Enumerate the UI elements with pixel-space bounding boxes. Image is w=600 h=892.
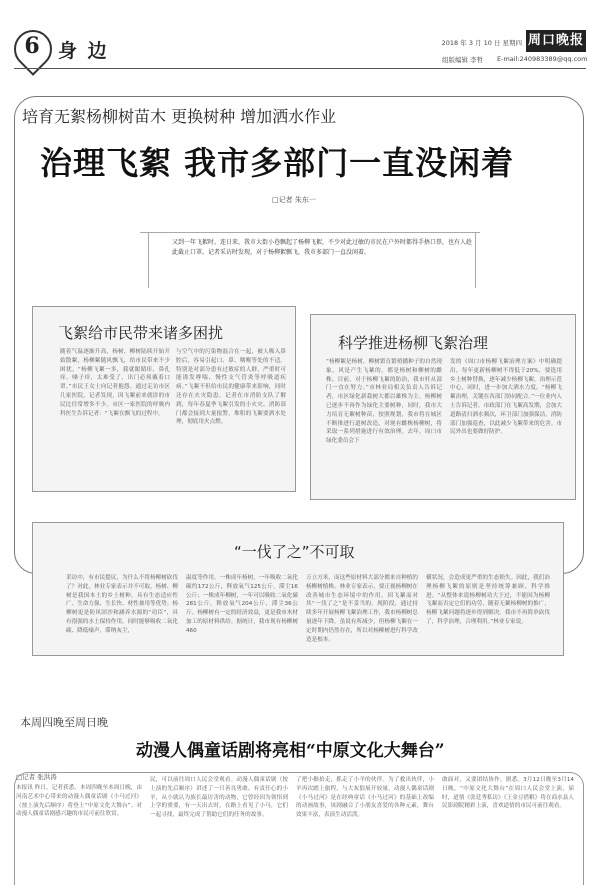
article2-col3: 了把小猴拾走，抓走了小羊的伙伴。为了救出伙伴，小羊再次踏上旅程，与大灰狼展开较量。动漫人偶童话剧《小马过河》是在经典童话《小马过河》的基础上改编的动画故事，该剧融合了小朋友喜爱的各种元素，舞台效果丰富，表演生动活泼。: [296, 777, 434, 819]
lead-headline: 治理飞絮 我市多部门一直没闲着: [40, 144, 515, 182]
page-number: 6: [24, 33, 40, 59]
layout-editor: 组版编辑 李哲: [442, 56, 484, 64]
article2-headline: 动漫人偶童话剧将亮相“中原文化大舞台”: [136, 741, 445, 761]
panel-governance-title: 科学推进杨柳飞絮治理: [338, 334, 489, 352]
panel-felling-col2: 温度等作用。一株成年杨树，一年吸收二氧化碳约172公斤，释放氧气125公斤，滞尘16公斤；一株成年柳树，一年可以吸收二氧化碳281公斤，释放氧气204公斤，滞尘36公斤。杨柳树有一定的经济效益，更是我市木材加工的原材料供给。据统计，我市现有杨柳树460: [186, 575, 298, 634]
panel-governance-col1: “杨柳絮是杨树、柳树繁育繁殖播种子的自然现象，风是产生飞絮的，都是杨树和柳树的雌株。目前，对于杨柳飞絮的防治，我市杆从部门一直在努力。”市林业局相关负责人告诉记者，市区绿化新栽树大都以雄株为主，杨柳树已逐步不再作为绿化主要树种，同时，我市大力培育无絮树种苗，按照规划，我市将在城区不断推进行道树改造，对现有雌株杨柳树，将采取一系列措施进行有效治理。去年，周口市绿化委员会下: [326, 359, 442, 445]
panel-governance-col2: 发的《周口市杨柳飞絮治理方案》中明确提出，每年更新杨柳树不得低于20%，要选用乡土树种替换，逐年减少杨柳飞絮，治理示范中心，同时，进一步加大洒水力度。“杨柳飞絮治理，关键在各部门协同配合。”一位业内人士告诉记者，市政部门在飞絮高发期，会加大道路清扫洒水频次，环卫部门加强保洁，消防部门加强巡查，以此减少飞絮带来的危害。市民外出也要做好防护。: [450, 359, 562, 436]
newspaper-logo: 周口晚报: [526, 30, 586, 52]
contact-email: E-mail:240983389@qq.com: [497, 55, 588, 63]
panel-troubles-col1: 随着气温逐渐升高，杨树、柳树陆续开始开始散絮，杨柳絮随风飘飞，给市民带来不少困扰。“杨柳飞絮一多，我就眼睛痒、鼻孔痒、嗓子痒，太难受了，出门必须戴着口罩。”市民王女士向记者抱怨。通过走访市区几家医院，记者发现，因飞絮前来就诊的市民比往常增多不少。市区一家医院的呼吸内科医生告诉记者：“飞絮在飘飞的过程中，: [60, 349, 170, 417]
panel-felling-col1: 采访中，有市民提议，为什么不将杨柳树砍伐了？对此，林业专家表示并不可取。杨树、柳树是我国本土的乡土树种，具有生态适应性广、生命力强、生长快、材性兼用等优势。杨柳树更是防风固沙和涵养水源的“功臣”，具有很强的水土保持作用，同时能够吸收二氧化碳、降低噪声，滞纳灰尘，: [66, 575, 178, 634]
article2-col2: 民，可以前往周口人民会堂观看。动漫人偶童话剧（按上演的先后顺序）讲述了一只善良勇敢、有责任心的小羊，从小就认为族长最厉害的动物，它曾经因为领悟到上学的重要，有一天出去时，在路上看见了小马，它们一起寻找，最终完成了帮助它们的任务的故事。: [150, 777, 288, 819]
lead-kicker: 培育无絮杨柳树苗木 更换树种 增加洒水作业: [22, 107, 337, 126]
lead-summary: 又到一年飞絮时。连日来，我市大街小巷飘起了杨柳飞絮，不少对此过敏的市民在户外时都得手捂口鼻，也有人趁此截止口罩。记者采访时发现，对于杨柳絮飘飞，我市多部门一直没闲着。: [172, 239, 472, 256]
panel-troubles-col2: 与空气中的污染物混合在一起，被人吸入鼻腔后，容易引起口、鼻、咽喉等处的不适。特别是对部分患有过敏症的人群，严重时可能诱发哮喘、慢性支气管炎等呼吸道疾病。”飞絮不但给市民的健康带来影响，同时还存在火灾隐患。记者在市消防支队了解到，每年春夏季飞絮引发的小火灾、消防部门都会接到大量报警，堆积的飞絮要洒水处理，彻底用火点燃。: [176, 349, 286, 426]
panel-troubles-title: 飞絮给市民带来诸多困扰: [58, 324, 224, 342]
section-title: 身 边: [58, 40, 109, 62]
issue-date: 2018 年 3 月 10 日 星期四: [441, 39, 522, 47]
panel-felling-col4: 横状况，会造成更严重的生态损失。因此，我们治理杨柳飞絮的原则是坚持统筹兼顾、科学推进。“从整体来说杨柳树功大于过，不能因为杨柳飞絮而否定它们的功劳，随着无絮杨柳树的推广，杨柳飞絮问题将逐步得到解决。我市不再简单砍伐了，科学治理，合理利用。”林业专家说。: [426, 575, 550, 625]
article2-col4: 敢面对，又要团结协作。据悉，3月12日晚至3月14日晚，“中原文化大舞台”在周口人民会堂上演，届时，道情《张廷秀私访》《王金豆借粮》将在商水县人民影剧院精彩上演，喜欢道情的市民可前往观看。: [442, 777, 574, 810]
article2-col1: 本报讯 昨日，记者获悉，本周四晚至本周日晚，由河南艺术中心带来的动漫人偶童话剧《小马过河》（按上演先后顺序）将登上“中原文化大舞台”。对动漫人偶童话剧感兴趣的市民可前往欣赏。: [16, 785, 142, 818]
panel-felling-col3: 万立方米，而这些原材料大部分都来自种植的杨柳树植株。林业专家表示，要正视杨柳树在改善城市生态环境中的作用，因飞絮而对其“一伐了之”是不妥当的。现阶段，通过持续多年开展杨柳飞絮治理工作，我市杨柳树总量逐年下降，虽说有所减少，但杨柳飞絮在一定时期内仍然存在，所以对杨柳树进行科学改造是根本。: [306, 575, 418, 643]
article2-byline: □记者 张洪涛: [16, 773, 57, 781]
panel-felling-title: “一伐了之”不可取: [234, 543, 355, 561]
lead-byline: □记者 朱东一: [272, 196, 316, 204]
header-rule: [14, 68, 586, 69]
article2-kicker: 本周四晚至周日晚: [20, 716, 108, 729]
